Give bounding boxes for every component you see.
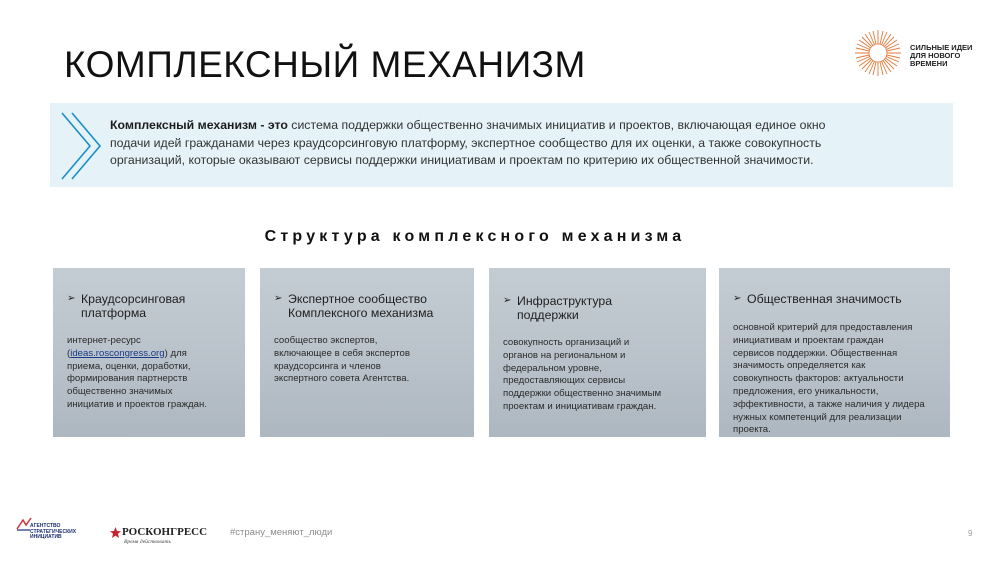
- card-body: интернет-ресурс (ideas.roscongress.org) для приема, оценки, доработки, формирования партнерств общественно значимых инициатив и проектов граждан.: [67, 335, 207, 410]
- card-body: совокупность организаций и органов на региональном и федеральном уровне, предоставляющих сервисы поддержки общественно значимым проектам и инициативам граждан.: [503, 337, 662, 412]
- agency-logo-text: АГЕНТСТВО СТРАТЕГИЧЕСКИХ ИНИЦИАТИВ: [30, 523, 77, 540]
- card-crowdsourcing: [53, 268, 245, 437]
- definition-box: [50, 103, 953, 187]
- hashtag-text: #страну_меняют_люди: [230, 527, 333, 538]
- structure-title: Структура комплексного механизма: [264, 228, 686, 245]
- card-body: сообщество экспертов, включающее в себя экспертов краудсорсинга и членов экспертного совета Агентства.: [274, 335, 410, 385]
- sun-burst-icon: [852, 28, 904, 78]
- card-social-significance: [719, 268, 950, 437]
- card-infrastructure: [489, 268, 706, 437]
- logo-text: СИЛЬНЫЕ ИДЕИ ДЛЯ НОВОГО ВРЕМЕНИ: [910, 43, 973, 68]
- star-emblem-icon: [110, 527, 121, 538]
- definition-text: Комплексный механизм - это система поддержки общественно значимых инициатив и проектов, включающая единое окно подачи идей гражданами через краудсорсинговую платформу, экспертное сообщество для их оценки, а также совокупность организаций, которые оказывают сервисы поддержки инициативам и проектам по критерию их общественной значимости.: [110, 118, 826, 167]
- arrow-bullet-icon: ➢: [274, 293, 283, 304]
- card-heading: ➢ Экспертное сообщество Комплексного механизма: [274, 292, 434, 320]
- card-heading: ➢ Инфраструктура поддержки: [503, 294, 613, 322]
- ideas-link[interactable]: ideas.roscongress.org: [70, 347, 165, 359]
- card-heading: ➢ Общественная значимость: [733, 292, 902, 306]
- arrow-bullet-icon: ➢: [733, 293, 742, 304]
- card-expert-community: [260, 268, 474, 437]
- card-heading: ➢ Краудсорсинговая платформа: [67, 292, 186, 320]
- double-chevron-icon: [58, 111, 102, 181]
- page-number: 9: [968, 529, 973, 538]
- arrow-bullet-icon: ➢: [67, 293, 76, 304]
- brand-logo: [852, 28, 992, 78]
- card-body: основной критерий для предоставления инициативам и проектам граждан сервисов поддержки. Общественная значимость определяется как совокупность факторов: актуальности предложения, его уникальности, эффективности, а также наличия у лидера нужных компетенций для реализации проекта.: [733, 322, 925, 436]
- arrow-bullet-icon: ➢: [503, 295, 512, 306]
- definition-term: Комплексный механизм - это: [110, 118, 288, 132]
- page-title: КОМПЛЕКСНЫЙ МЕХАНИЗМ: [64, 44, 586, 85]
